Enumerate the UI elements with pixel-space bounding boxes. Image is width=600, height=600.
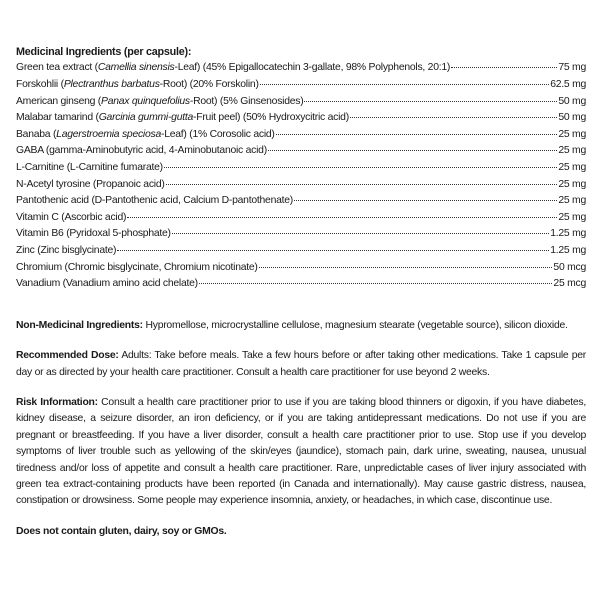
dot-leader xyxy=(268,150,557,151)
non-medicinal-text: Hypromellose, microcrystalline cellulose, magnesium stearate (vegetable source), silicon dioxide. xyxy=(142,319,568,331)
ingredient-amount: 25 mg xyxy=(558,178,586,190)
ingredient-amount: 1.25 mg xyxy=(550,228,586,240)
ingredient-row xyxy=(16,193,586,210)
ingredient-name xyxy=(16,193,293,210)
dot-leader xyxy=(199,283,553,284)
ingredient-name xyxy=(16,210,126,227)
non-medicinal-ingredients xyxy=(16,318,586,334)
dot-leader xyxy=(304,101,557,102)
ingredient-name xyxy=(16,110,349,127)
dot-leader xyxy=(164,167,558,168)
ingredient-name-text: GABA (gamma-Aminobutyric acid, 4-Aminobutanoic acid) xyxy=(16,145,267,157)
ingredient-row xyxy=(16,243,586,260)
ingredient-name xyxy=(16,160,163,177)
ingredient-latin-name: Lagerstroemia speciosa xyxy=(56,128,161,140)
dot-leader xyxy=(350,117,557,118)
ingredient-list xyxy=(16,60,586,292)
ingredient-name-text: Chromium (Chromic bisglycinate, Chromium nicotinate) xyxy=(16,261,258,273)
dot-leader xyxy=(294,200,557,201)
ingredient-name-suffix: -Root) (5% Ginsenosides) xyxy=(189,95,304,107)
recommended-dose-label: Recommended Dose: xyxy=(16,350,119,362)
ingredient-name-suffix: -Root) (20% Forskolin) xyxy=(159,79,259,91)
ingredient-amount: 25 mg xyxy=(558,195,586,207)
ingredient-name-text: Forskohlii ( xyxy=(16,79,64,91)
ingredient-name-text: Vitamin C (Ascorbic acid) xyxy=(16,211,127,223)
non-medicinal-label: Non-Medicinal Ingredients: xyxy=(16,319,143,331)
ingredient-name-text: American ginseng ( xyxy=(16,95,102,107)
dot-leader xyxy=(260,84,550,85)
ingredient-amount: 50 mcg xyxy=(553,261,586,273)
ingredient-row xyxy=(16,94,586,111)
ingredient-row xyxy=(16,276,586,293)
ingredient-row xyxy=(16,127,586,144)
dot-leader xyxy=(276,134,558,135)
ingredient-name-text: Vitamin B6 (Pyridoxal 5-phosphate) xyxy=(16,228,171,240)
dot-leader xyxy=(166,184,558,185)
ingredient-name xyxy=(16,127,275,144)
ingredient-latin-name: Panax quinquefolius xyxy=(101,95,190,107)
ingredient-name xyxy=(16,260,258,277)
ingredient-name-text: L-Carnitine (L-Carnitine fumarate) xyxy=(16,162,163,174)
ingredient-amount: 62.5 mg xyxy=(550,79,586,91)
ingredient-amount: 25 mg xyxy=(558,211,586,223)
allergen-statement: Does not contain gluten, dairy, soy or GMOs. xyxy=(16,525,227,537)
ingredient-amount: 25 mg xyxy=(558,162,586,174)
medicinal-ingredients-section xyxy=(16,46,586,293)
ingredient-row xyxy=(16,160,586,177)
dot-leader xyxy=(172,233,549,234)
dot-leader xyxy=(451,67,557,68)
ingredient-name xyxy=(16,77,259,94)
ingredient-row xyxy=(16,143,586,160)
ingredient-name-text: Zinc (Zinc bisglycinate) xyxy=(16,245,117,257)
ingredient-name-suffix: -Leaf) (1% Corosolic acid) xyxy=(161,128,275,140)
ingredient-row xyxy=(16,210,586,227)
ingredient-name xyxy=(16,177,165,194)
ingredient-name xyxy=(16,226,171,243)
risk-information xyxy=(16,395,586,510)
ingredient-amount: 25 mg xyxy=(558,128,586,140)
dot-leader xyxy=(259,267,553,268)
ingredient-row xyxy=(16,110,586,127)
ingredient-name-text: Malabar tamarind ( xyxy=(16,112,99,124)
dot-leader xyxy=(117,250,549,251)
ingredient-name xyxy=(16,60,450,77)
ingredient-amount: 50 mg xyxy=(558,112,586,124)
ingredient-name-text: Banaba ( xyxy=(16,128,57,140)
supplement-label xyxy=(16,0,586,540)
ingredient-name-text: Green tea extract ( xyxy=(16,62,98,74)
ingredient-row xyxy=(16,60,586,77)
ingredient-name-text: Vanadium (Vanadium amino acid chelate) xyxy=(16,278,198,290)
ingredient-amount: 1.25 mg xyxy=(550,245,586,257)
dot-leader xyxy=(127,217,557,218)
ingredient-name-text: N-Acetyl tyrosine (Propanoic acid) xyxy=(16,178,165,190)
ingredient-latin-name: Garcinia gummi-gutta xyxy=(98,112,194,124)
ingredient-latin-name: Plectranthus barbatus xyxy=(63,79,160,91)
ingredient-name xyxy=(16,143,267,160)
ingredient-name xyxy=(16,276,198,293)
ingredient-row xyxy=(16,77,586,94)
ingredient-name-suffix: -Leaf) (45% Epigallocatechin 3-gallate, 98% Polyphenols, 20:1) xyxy=(174,62,451,74)
ingredient-name xyxy=(16,243,116,260)
ingredient-amount: 25 mcg xyxy=(553,278,586,290)
ingredient-name-suffix: -Fruit peel) (50% Hydroxycitric acid) xyxy=(193,112,349,124)
ingredient-row xyxy=(16,177,586,194)
ingredient-latin-name: Camellia sinensis xyxy=(97,62,175,74)
ingredient-amount: 25 mg xyxy=(558,145,586,157)
risk-information-text: Consult a health care practitioner prior to use if you are taking blood thinners or digoxin, if you have diabetes, kidney disease, a seizure disorder, an iron deficiency, or if you are taking antidepressant medications. Do not use if you are pregnant or breastfeeding. If you have a liver disorder, consult a health care practitioner prior to use. Stop use if you develop symptoms of liver trouble such as yellowing of the skin/eyes (jaundice), stomach pain, dark urine, sweating, nausea, unusual tiredness and/or loss of appetite and consult a health care practitioner. Rare, unpredictable cases of liver injury associated with green tea extract-containing products have been reported (in Canada and internationally). May cause gastric distress, nausea, constipation or drowsiness. Some people may experience insomnia, anxiety, or headaches, in which case, discontinue use. xyxy=(16,397,586,507)
ingredient-name-text: Pantothenic acid (D-Pantothenic acid, Calcium D-pantothenate) xyxy=(16,195,294,207)
ingredient-row xyxy=(16,260,586,277)
ingredient-row xyxy=(16,226,586,243)
risk-information-label: Risk Information: xyxy=(16,397,98,409)
recommended-dose xyxy=(16,348,586,381)
medicinal-ingredients-heading: Medicinal Ingredients (per capsule): xyxy=(16,46,192,58)
ingredient-name xyxy=(16,94,303,111)
ingredient-amount: 50 mg xyxy=(558,95,586,107)
ingredient-amount: 75 mg xyxy=(558,62,586,74)
recommended-dose-text: Adults: Take before meals. Take a few hours before or after taking other medications. Take 1 capsule per day or as directed by your health care practitioner. Consult a health care practitioner for use beyond 2 weeks. xyxy=(16,350,586,378)
